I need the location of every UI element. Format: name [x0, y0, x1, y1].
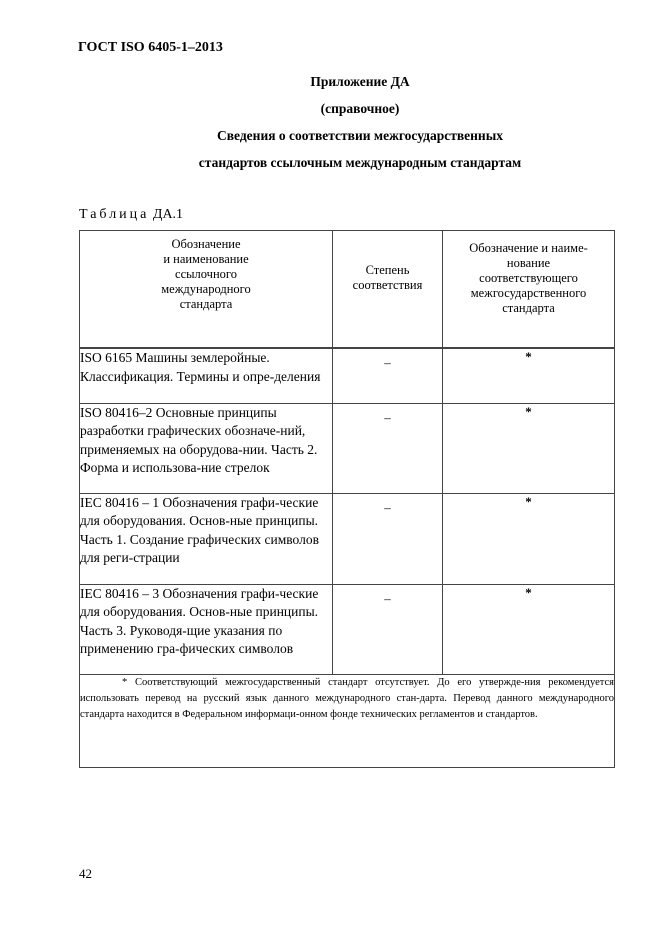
equivalent-value: * — [525, 584, 532, 600]
table-caption-word: Таблица — [79, 207, 150, 222]
column-header-equivalent — [443, 231, 615, 349]
equivalent-cell — [443, 348, 615, 403]
degree-value: – — [384, 499, 391, 515]
table-row — [80, 348, 615, 403]
table-row — [80, 493, 615, 584]
reference-standard-cell: ISO 6165 Машины землеройные. Классификация. Термины и опре-деления — [80, 348, 333, 403]
annex-type: (справочное) — [320, 101, 400, 116]
equivalent-cell — [443, 403, 615, 493]
equivalent-value: * — [525, 349, 532, 364]
equivalent-cell — [443, 584, 615, 674]
table-row — [80, 403, 615, 493]
equivalent-cell — [443, 493, 615, 584]
degree-value: – — [384, 590, 391, 606]
column-header-degree — [333, 231, 443, 349]
equivalent-value: * — [525, 403, 532, 419]
column-header-equivalent-text: Обозначение и наиме- нование соответствующего межгосударственного стандарта — [469, 241, 588, 315]
degree-value: – — [384, 355, 391, 370]
column-header-reference-text: Обозначение и наименование ссылочного международного стандарта — [161, 237, 251, 311]
reference-standard-cell: IEC 80416 – 3 Обозначения графи-ческие для оборудования. Основ-ные принципы. Часть 3. Руководя-щие указания по применению гра-фических символов — [80, 584, 333, 674]
document-header: ГОСТ ISO 6405-1–2013 — [78, 40, 223, 55]
table-caption — [79, 207, 183, 223]
annex-title: Приложение ДА — [310, 74, 410, 89]
degree-cell — [333, 348, 443, 403]
table-footnote-text: * Соответствующий межгосударственный стандарт отсутствует. До его утвержде-ния рекомендуется использовать перевод на русский язык данного международного стан-дарта. Перевод данного международного стандарта находится в Федеральном информаци-онном фонде технических регламентов и стандартов. — [80, 676, 614, 720]
correspondence-table — [79, 230, 615, 768]
reference-standard-cell: ISO 80416–2 Основные принципы разработки графических обозначе-ний, применяемых на оборудова-нии. Часть 2. Форма и использова-ние стрелок — [80, 403, 333, 493]
column-header-reference — [80, 231, 333, 349]
degree-cell — [333, 493, 443, 584]
degree-cell — [333, 584, 443, 674]
degree-cell — [333, 403, 443, 493]
degree-value: – — [384, 409, 391, 425]
table-row — [80, 584, 615, 674]
annex-heading-line2: стандартов ссылочным международным стандартам — [198, 155, 522, 170]
table-caption-number: ДА.1 — [152, 207, 184, 222]
reference-standard-cell: IEC 80416 – 1 Обозначения графи-ческие для оборудования. Основ-ные принципы. Часть 1. Создание графических символов для реги-страции — [80, 493, 333, 584]
table-header-row — [80, 231, 615, 349]
page-number: 42 — [79, 866, 92, 881]
annex-heading-line1: Сведения о соответствии межгосударственных — [217, 128, 503, 143]
equivalent-value: * — [525, 493, 532, 509]
table-footnote — [80, 674, 615, 767]
column-header-degree-text: Степень соответствия — [352, 263, 423, 292]
footnote-row — [80, 674, 615, 767]
